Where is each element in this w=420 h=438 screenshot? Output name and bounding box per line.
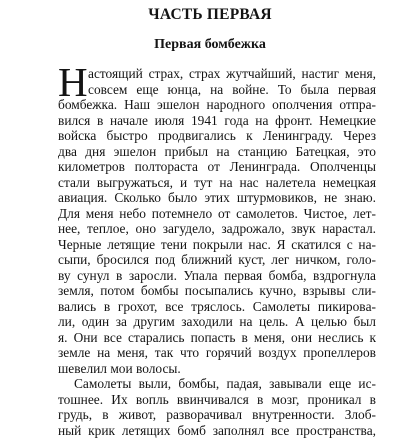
text-line: тошнее. Их вопль ввинчивался в мозг, проникал в [58,392,376,408]
text-line: вился в начале июля 1941 года на фронт. Немецкие [58,113,376,129]
text-line: ный крик летящих бомб заполнял все пространства, [58,423,376,438]
body-text [58,66,376,438]
text-line-last: шевелил мои волосы. [58,361,376,377]
text-line: километров полтораста от Ленинграда. Ополченцы [58,159,376,175]
text-line: нее, теплое, оно загудело, задрожало, звук нарастал. [58,221,376,237]
part-title: ЧАСТЬ ПЕРВАЯ [0,6,420,24]
text-line: стали выгружаться, и тут на нас налетела немецкая [58,175,376,191]
text-line: авиация. Сколько было этих штурмовиков, не знаю. [58,190,376,206]
text-line: астоящий страх, страх жутчайший, настиг меня, [58,66,376,82]
text-line: два дня эшелон прибыл на станцию Батецкая, это [58,144,376,160]
text-line: ву сунул в заросли. Упала первая бомба, вздрогнула [58,268,376,284]
text-line: бомбежка. Наш эшелон народного ополчения отпра- [58,97,376,113]
chapter-title: Первая бомбежка [0,37,420,53]
text-line: Для меня небо потемнело от самолетов. Чистое, лет- [58,206,376,222]
text-line: сыпи, бросился под ближний куст, лег ничком, голо- [58,252,376,268]
text-line: совсем еще юнца, на войне. То была первая [58,82,376,98]
text-line: земля, потом бомбы посыпались кучно, взрывы сли- [58,283,376,299]
drop-cap: Н [58,66,88,98]
text-line: вались в грохот, все тряслось. Самолеты пикировa- [58,299,376,315]
text-line: я. Они все старались попасть в меня, они неслись к [58,330,376,346]
text-line: земле на меня, так что горячий воздух пропеллеров [58,345,376,361]
text-line: войска быстро продвигались к Ленинграду. Через [58,128,376,144]
text-line: ли, один за другим заходили на цель. А целью был [58,314,376,330]
text-line: Черные летящие тени покрыли нас. Я скатился с на- [58,237,376,253]
text-line-paragraph-start: Самолеты выли, бомбы, падая, завывали еще ис- [58,376,376,392]
text-line: грудь, в живот, разворачивал внутренности. Злоб- [58,407,376,423]
